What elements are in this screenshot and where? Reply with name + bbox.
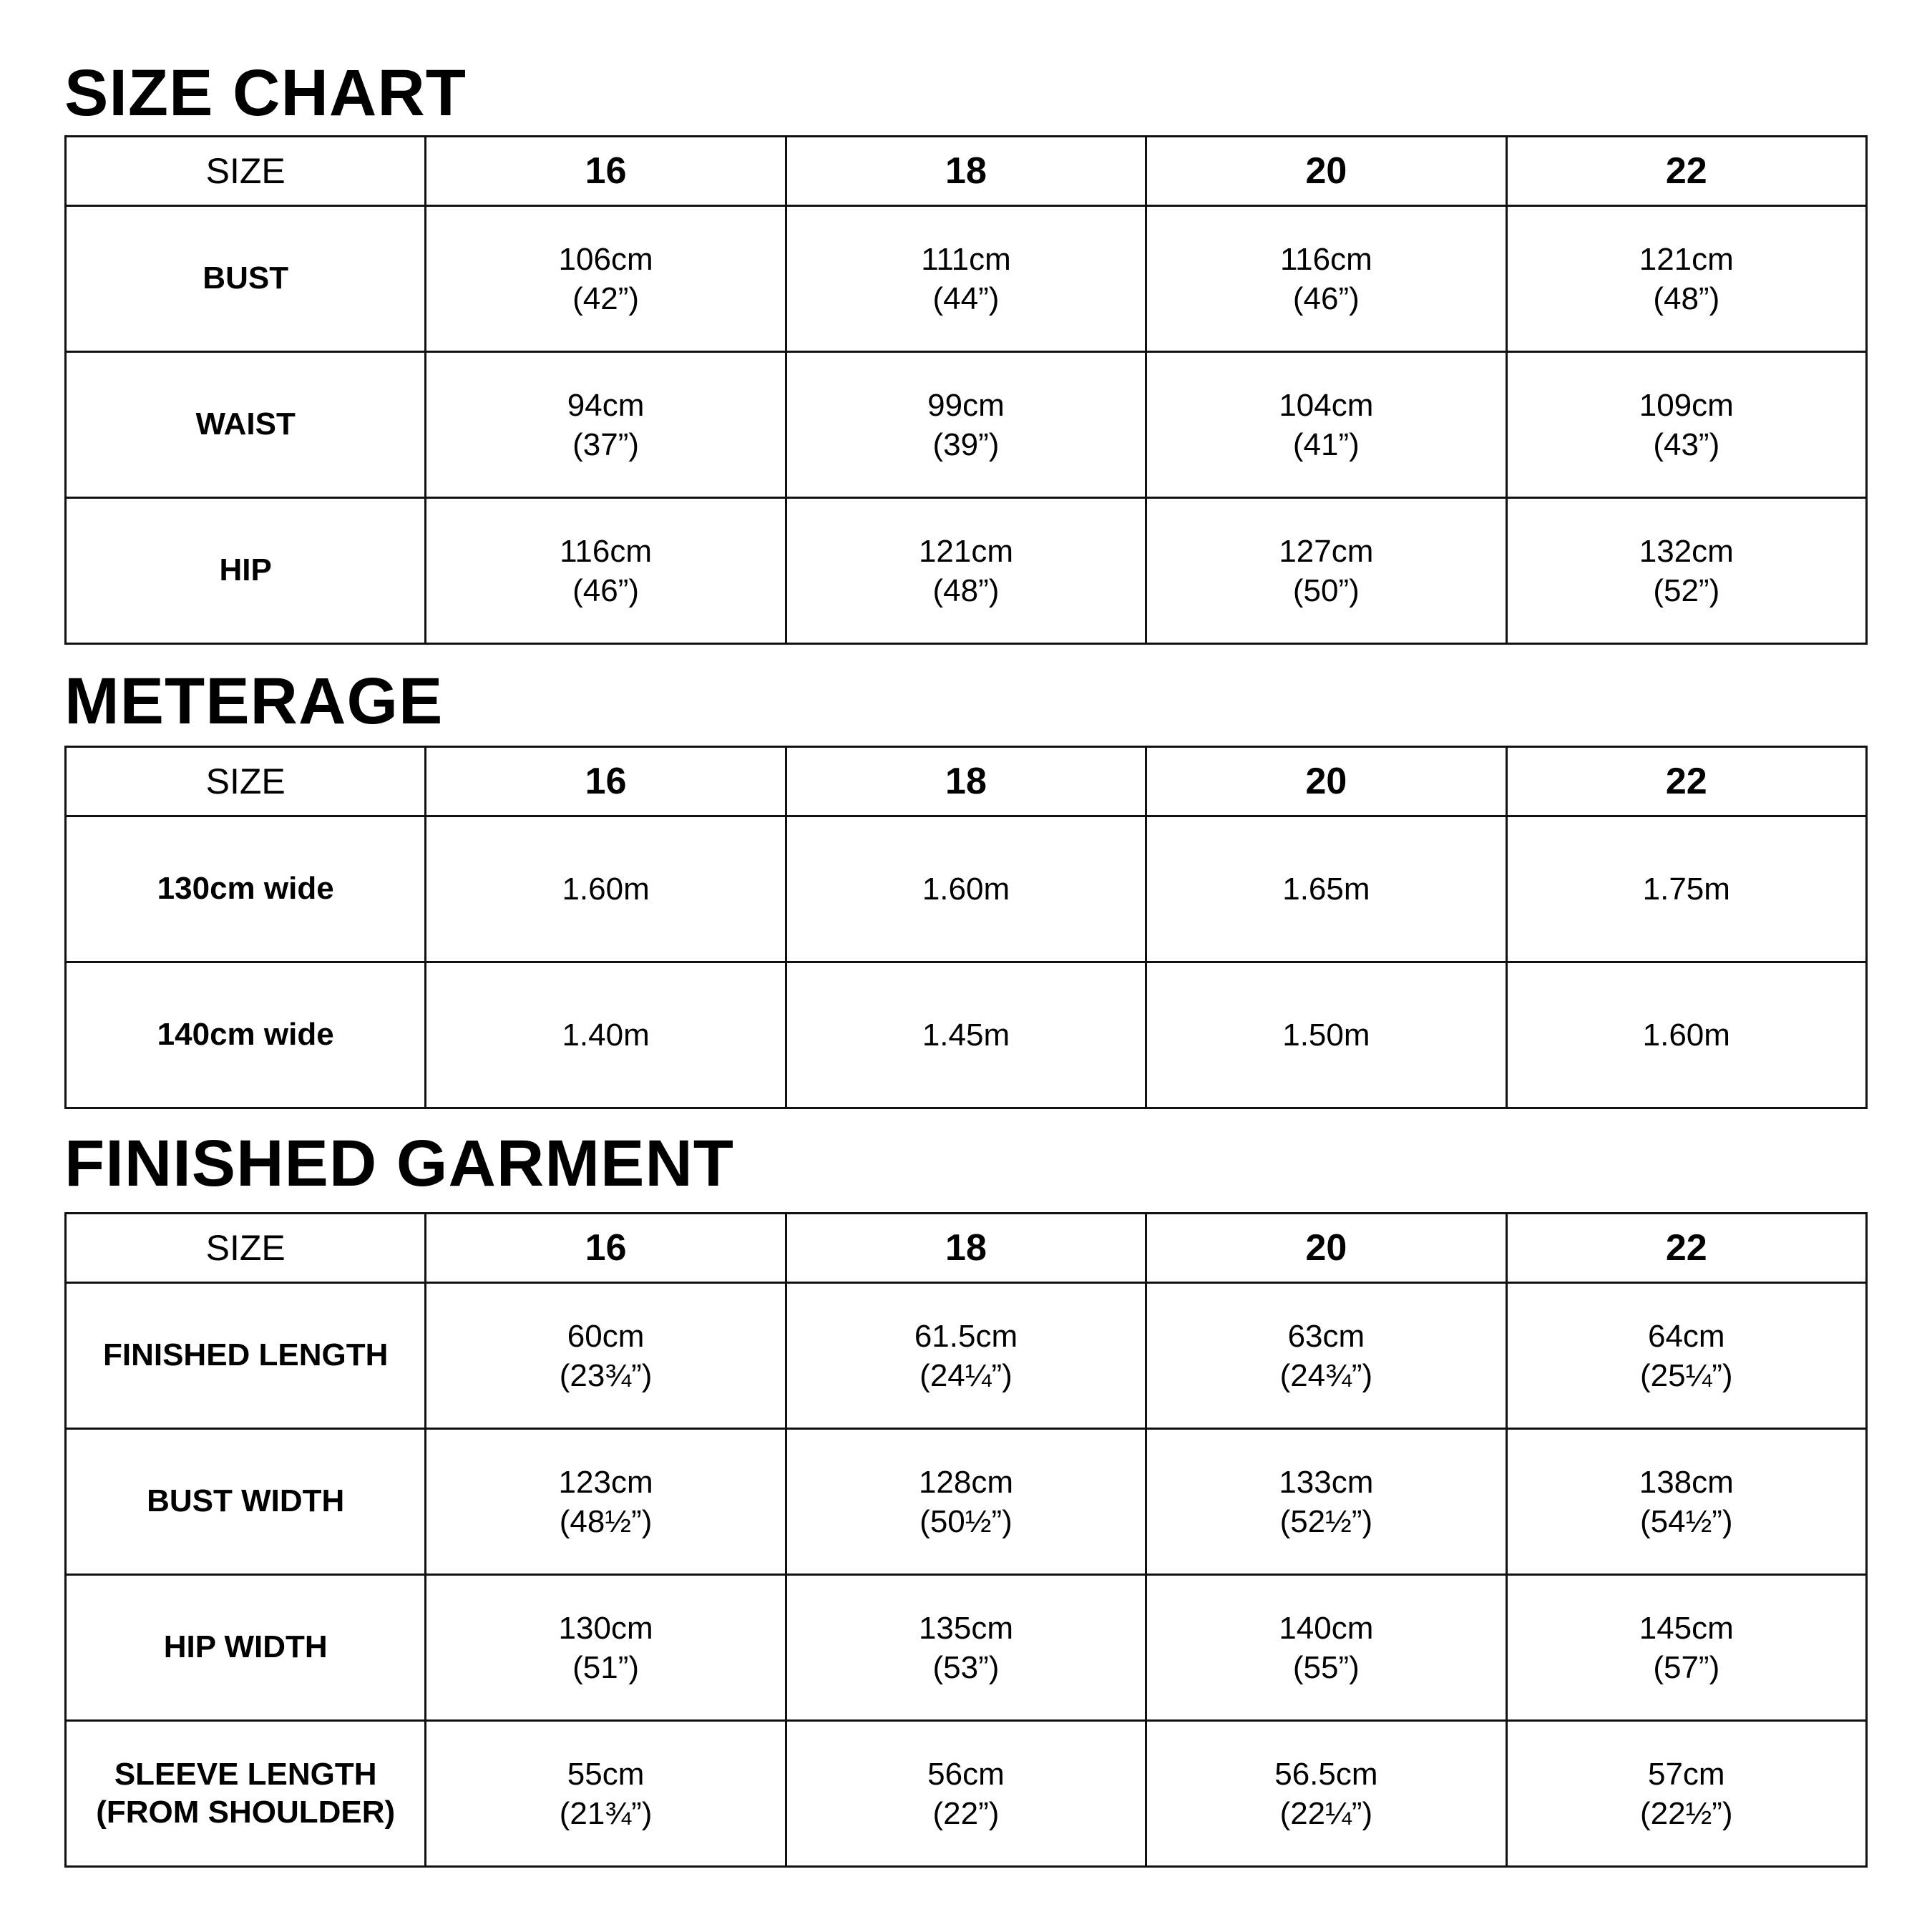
imperial-value: (37”): [572, 426, 640, 462]
metric-value: 1.45m: [922, 1018, 1010, 1053]
imperial-value: (24¾”): [1279, 1357, 1373, 1393]
metric-value: 145cm: [1639, 1610, 1734, 1646]
header-row: [66, 137, 1867, 206]
finished-garment-table: [64, 1212, 1868, 1868]
metric-value: 123cm: [558, 1464, 653, 1500]
measurement-cell: [426, 1429, 786, 1575]
measurement-cell: [426, 962, 786, 1108]
size-22-header: 22: [1506, 747, 1866, 816]
row-label: [66, 352, 426, 498]
size-column-header: SIZE: [66, 1214, 426, 1283]
table-row: [66, 206, 1867, 352]
measurement-cell: [426, 206, 786, 352]
measurement-cell: [426, 352, 786, 498]
imperial-value: (51”): [572, 1649, 640, 1685]
measurement-cell: [426, 816, 786, 962]
imperial-value: (22”): [932, 1795, 1000, 1831]
table-row: [66, 816, 1867, 962]
imperial-value: (25¼”): [1639, 1357, 1733, 1393]
size-18-header: 18: [786, 137, 1146, 206]
metric-value: 1.65m: [1282, 872, 1370, 907]
metric-value: 1.60m: [1642, 1018, 1730, 1053]
table-row: [66, 352, 1867, 498]
row-label-line: HIP: [219, 552, 272, 588]
measurement-cell: [1146, 498, 1506, 644]
row-label: [66, 1575, 426, 1721]
metric-value: 1.75m: [1642, 872, 1730, 907]
row-label: [66, 962, 426, 1108]
row-label-line: 130cm wide: [157, 871, 334, 907]
metric-value: 140cm: [1279, 1610, 1374, 1646]
measurement-cell: [1146, 1429, 1506, 1575]
metric-value: 138cm: [1639, 1464, 1734, 1500]
measurement-cell: [786, 1575, 1146, 1721]
imperial-value: (44”): [932, 280, 1000, 316]
measurement-cell: [1506, 498, 1866, 644]
size-chart-title: SIZE CHART: [64, 57, 467, 130]
metric-value: 106cm: [558, 241, 653, 277]
meterage-title: METERAGE: [64, 665, 444, 738]
imperial-value: (50½”): [919, 1503, 1013, 1539]
measurement-cell: [786, 1429, 1146, 1575]
metric-value: 94cm: [567, 387, 645, 423]
imperial-value: (50”): [1292, 572, 1360, 608]
row-label: [66, 206, 426, 352]
header-row: [66, 747, 1867, 816]
measurement-cell: [1146, 352, 1506, 498]
row-label: [66, 1283, 426, 1429]
metric-value: 130cm: [558, 1610, 653, 1646]
row-label: [66, 1721, 426, 1867]
metric-value: 128cm: [918, 1464, 1014, 1500]
header-row: [66, 1214, 1867, 1283]
imperial-value: (39”): [932, 426, 1000, 462]
row-label-line: BUST: [203, 260, 289, 296]
measurement-cell: [786, 962, 1146, 1108]
imperial-value: (48”): [932, 572, 1000, 608]
metric-value: 55cm: [567, 1756, 645, 1792]
table-row: [66, 962, 1867, 1108]
measurement-cell: [786, 352, 1146, 498]
imperial-value: (57”): [1653, 1649, 1720, 1685]
row-label-line: WAIST: [195, 406, 296, 442]
imperial-value: (42”): [572, 280, 640, 316]
measurement-cell: [786, 816, 1146, 962]
metric-value: 104cm: [1279, 387, 1374, 423]
row-label-line: 140cm wide: [157, 1017, 334, 1053]
measurement-cell: [1506, 962, 1866, 1108]
metric-value: 127cm: [1279, 533, 1374, 569]
imperial-value: (55”): [1292, 1649, 1360, 1685]
metric-value: 61.5cm: [914, 1318, 1018, 1354]
size-20-header: 20: [1146, 137, 1506, 206]
table-row: [66, 498, 1867, 644]
table-row: [66, 1429, 1867, 1575]
measurement-cell: [1506, 1429, 1866, 1575]
size-18-header: 18: [786, 747, 1146, 816]
measurement-cell: [1146, 962, 1506, 1108]
imperial-value: (54½”): [1639, 1503, 1733, 1539]
measurement-cell: [426, 1283, 786, 1429]
imperial-value: (43”): [1653, 426, 1720, 462]
metric-value: 1.60m: [562, 872, 650, 907]
metric-value: 116cm: [1279, 241, 1372, 277]
metric-value: 99cm: [927, 387, 1005, 423]
row-label: [66, 816, 426, 962]
size-16-header: 16: [426, 747, 786, 816]
measurement-cell: [786, 498, 1146, 644]
measurement-cell: [426, 1721, 786, 1867]
row-label: [66, 498, 426, 644]
size-column-header: SIZE: [66, 137, 426, 206]
measurement-cell: [1146, 1575, 1506, 1721]
size-20-header: 20: [1146, 747, 1506, 816]
table-row: [66, 1283, 1867, 1429]
measurement-cell: [786, 1721, 1146, 1867]
measurement-cell: [1146, 816, 1506, 962]
metric-value: 1.40m: [562, 1018, 650, 1053]
size-16-header: 16: [426, 1214, 786, 1283]
row-label: [66, 1429, 426, 1575]
imperial-value: (24¼”): [919, 1357, 1013, 1393]
table-row: [66, 1575, 1867, 1721]
metric-value: 64cm: [1647, 1318, 1725, 1354]
imperial-value: (46”): [1292, 280, 1360, 316]
measurement-cell: [1146, 206, 1506, 352]
metric-value: 56cm: [927, 1756, 1005, 1792]
measurement-cell: [1506, 1721, 1866, 1867]
size-22-header: 22: [1506, 137, 1866, 206]
metric-value: 56.5cm: [1274, 1756, 1378, 1792]
imperial-value: (22¼”): [1279, 1795, 1373, 1831]
row-label-line: HIP WIDTH: [163, 1629, 328, 1665]
row-label-line: FINISHED LENGTH: [102, 1337, 389, 1373]
metric-value: 1.60m: [922, 872, 1010, 907]
measurement-cell: [1146, 1283, 1506, 1429]
metric-value: 1.50m: [1282, 1018, 1370, 1053]
metric-value: 111cm: [921, 241, 1011, 277]
row-label-line: (FROM SHOULDER): [96, 1794, 396, 1830]
measurement-cell: [1146, 1721, 1506, 1867]
measurement-cell: [426, 1575, 786, 1721]
imperial-value: (46”): [572, 572, 640, 608]
metric-value: 135cm: [918, 1610, 1014, 1646]
metric-value: 63cm: [1287, 1318, 1365, 1354]
measurement-cell: [1506, 816, 1866, 962]
measurement-cell: [1506, 206, 1866, 352]
size-16-header: 16: [426, 137, 786, 206]
imperial-value: (22½”): [1639, 1795, 1733, 1831]
imperial-value: (23¾”): [559, 1357, 653, 1393]
size-22-header: 22: [1506, 1214, 1866, 1283]
finished-garment-title: FINISHED GARMENT: [64, 1127, 734, 1200]
metric-value: 109cm: [1639, 387, 1734, 423]
measurement-cell: [1506, 1283, 1866, 1429]
measurement-cell: [786, 206, 1146, 352]
imperial-value: (53”): [932, 1649, 1000, 1685]
size-chart-table: [64, 135, 1868, 645]
imperial-value: (52”): [1653, 572, 1720, 608]
size-20-header: 20: [1146, 1214, 1506, 1283]
imperial-value: (52½”): [1279, 1503, 1373, 1539]
metric-value: 116cm: [560, 533, 652, 569]
imperial-value: (21¾”): [559, 1795, 653, 1831]
size-18-header: 18: [786, 1214, 1146, 1283]
row-label-line: BUST WIDTH: [147, 1483, 345, 1519]
measurement-cell: [1506, 352, 1866, 498]
meterage-table: [64, 746, 1868, 1109]
metric-value: 57cm: [1647, 1756, 1725, 1792]
imperial-value: (48½”): [559, 1503, 653, 1539]
imperial-value: (41”): [1292, 426, 1360, 462]
metric-value: 60cm: [567, 1318, 645, 1354]
table-row: [66, 1721, 1867, 1867]
measurement-cell: [786, 1283, 1146, 1429]
measurement-cell: [426, 498, 786, 644]
metric-value: 121cm: [1639, 241, 1734, 277]
row-label-line: SLEEVE LENGTH: [114, 1756, 377, 1792]
size-column-header: SIZE: [66, 747, 426, 816]
metric-value: 132cm: [1639, 533, 1734, 569]
measurement-cell: [1506, 1575, 1866, 1721]
metric-value: 133cm: [1279, 1464, 1374, 1500]
metric-value: 121cm: [918, 533, 1014, 569]
imperial-value: (48”): [1653, 280, 1720, 316]
